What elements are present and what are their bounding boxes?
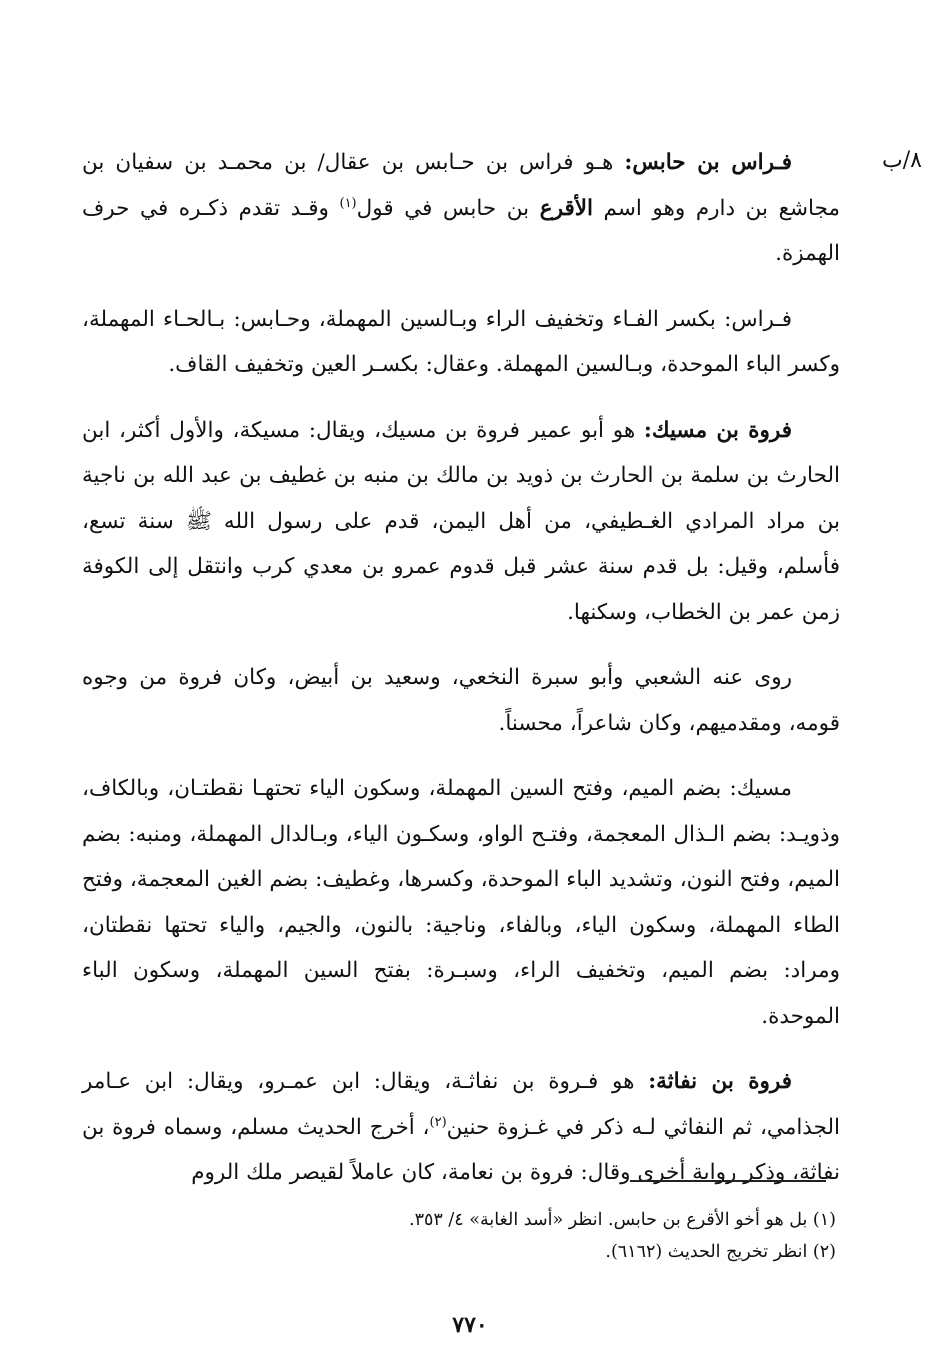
entry-firas-ibn-habis	[82, 140, 840, 277]
footnote-divider	[630, 1180, 826, 1182]
entry-heading: فـراس بن حابس:	[624, 150, 793, 175]
entry-heading: فروة بن مسيك:	[643, 417, 792, 443]
entry-text: هو فـروة بن نفاثـة، ويقال: ابن عمـرو، ويقال: ابن عـامر الجذامي، ثم النفاثي لـه ذكر في غـزوة حنين	[82, 1069, 840, 1140]
page-reference: ٨/ب	[882, 148, 922, 173]
footnote-marker: (٢)	[429, 1114, 447, 1130]
bold-name: الأقرع	[539, 195, 593, 221]
entry-farwa-ibn-musayk	[82, 408, 840, 636]
entry-musayk-pronunciation	[82, 766, 840, 1039]
entry-narrators	[82, 655, 840, 746]
entry-text: هـو فراس بن حـابس بن عقال/ بن محمـد بن سفيان بن مجاشع بن دارم وهو اسم	[82, 150, 840, 221]
entry-text: روى عنه الشعبي وأبو سبرة النخعي، وسعيد بن أبيض، وكان فروة من وجوه قومه، ومقدميهم، وكان شاعراً، محسناً.	[82, 665, 840, 736]
entry-text: فـراس: بكسر الفـاء وتخفيف الراء وبـالسين المهملة، وحـابس: بـالحـاء المهملة، وكسر الباء الموحدة، وبـالسين المهملة. وعقال: بكسـر العين وتخفيف القاف.	[82, 306, 840, 377]
entry-firas-pronunciation	[82, 297, 840, 388]
footnote-2: (٢) انظر تخريج الحديث (٦١٦٢).	[605, 1242, 836, 1262]
entry-text: هو أبو عمير فروة بن مسيك، ويقال: مسيكة، والأول أكثر، ابن الحارث بن سلمة بن الحارث بن ذويد بن مالك بن منبه بن غطيف بن عبد الله بن ناجية بن مراد المرادي الغـطيفي، من أهل اليمن، قدم على رسول الله ﷺ سنة تسع، فأسلم، وقيل: بل قدم سنة عشر قبل قدوم عمرو بن معدي كرب وانتقل إلى الكوفة زمن عمر بن الخطاب، وسكنها.	[82, 417, 840, 625]
entry-text: ، أخرج الحديث مسلم، وسماه فروة بن نفاثة، وذكر رواية أخرى وقال: فروة بن نعامة، كان عاملاً لقيصر ملك الروم	[82, 1114, 840, 1185]
footnotes	[300, 1204, 836, 1268]
entry-text: بن حابس في قول	[356, 195, 540, 221]
main-text	[82, 140, 840, 1216]
entry-text: مسيك: بضم الميم، وفتح السين المهملة، وسكون الياء تحتهـا نقطتـان، وبالكاف، وذويـد: بضم الـذال المعجمة، وفتـح الواو، وسكـون الياء، وبـالدال المهملة، ومنبه: بضم الميم، وفتح النون، وتشديد الباء الموحدة، وكسرها، وغطيف: بضم الغين المعجمة، وفتح الطاء المهملة، وسكون الياء، وبالفاء، وناجية: بالنون، والجيم، والياء تحتها نقطتان، ومراد: بضم الميم، وتخفيف الراء، وسبـرة: بفتح السين المهملة، وسكون الباء الموحدة.	[82, 776, 840, 1029]
page-number: ٧٧٠	[452, 1312, 488, 1338]
footnote-marker: (١)	[339, 195, 357, 211]
entry-farwa-ibn-nufatha	[82, 1059, 840, 1196]
entry-text: وقـد تقدم ذكـره في حرف الهمزة.	[82, 195, 840, 266]
entry-heading: فروة بن نفاثة:	[648, 1069, 792, 1094]
footnote-1: (١) بل هو أخو الأقرع بن حابس. انظر «أسد الغابة» ٤/ ٣٥٣.	[409, 1210, 836, 1230]
